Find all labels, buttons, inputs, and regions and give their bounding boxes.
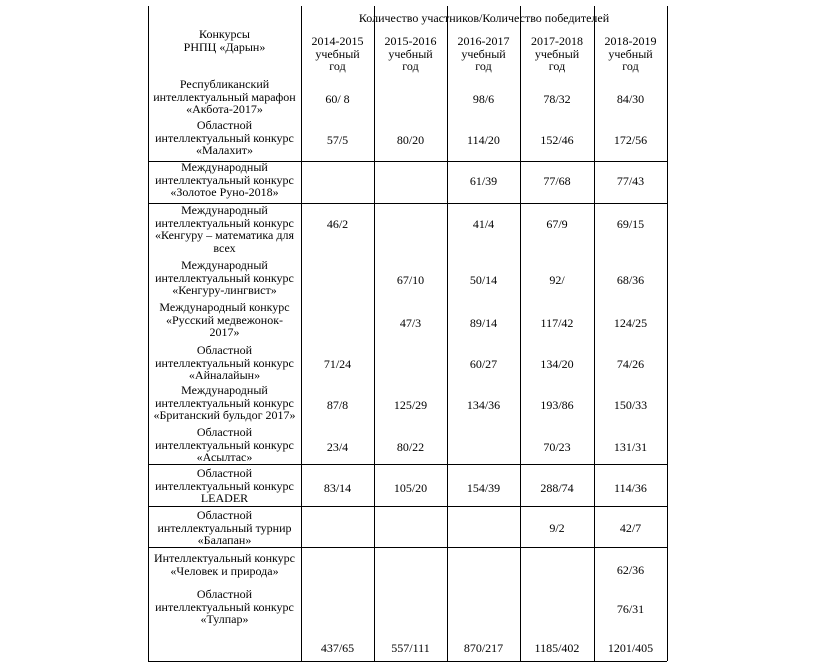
value-cell: 105/20 [393, 481, 428, 495]
contest-name-line: Областной [196, 587, 253, 601]
contest-header-line: Конкурсы [199, 27, 250, 41]
contest-name-line: «Акбота-2017» [186, 102, 263, 116]
contest-name [148, 78, 301, 116]
year-header-line: 2017-2018 [531, 34, 583, 48]
year-header-line: год [548, 59, 566, 73]
contest-name-line: Областной [196, 343, 253, 357]
contest-name [148, 588, 301, 626]
value-cell: 87/8 [326, 398, 349, 412]
contest-name [148, 552, 301, 577]
total-value: 437/65 [320, 641, 355, 655]
contest-name-line: интеллектуальный конкурс [155, 395, 294, 410]
value-cell: 89/14 [469, 315, 498, 330]
contest-name [148, 259, 301, 297]
contest-name-line: Международный [181, 258, 268, 272]
participants-table [148, 6, 667, 661]
contest-name-line: «Русский медвежонок- [165, 312, 284, 327]
year-header [594, 35, 667, 73]
contest-name-line: интеллектуальный конкурс [155, 130, 294, 145]
year-header-line: учебный [315, 46, 360, 61]
value-cell: 98/6 [472, 91, 495, 106]
contest-name-line: интеллектуальный конкурс [155, 599, 294, 614]
value-cell: 152/46 [540, 133, 574, 147]
year-header [301, 35, 374, 73]
contest-name-line: Областной [196, 508, 253, 522]
year-header-line: учебный [388, 46, 433, 61]
value-cell: 61/39 [469, 173, 498, 188]
year-header-line: 2015-2016 [384, 34, 437, 48]
value-cell: 62/36 [616, 563, 645, 577]
contest-name [148, 467, 301, 505]
contest-name [148, 384, 301, 422]
contest-name-line: интеллектуальный конкурс [155, 437, 294, 452]
value-cell: 76/31 [616, 601, 645, 616]
contest-name-line: «Балапан» [197, 533, 252, 547]
participants-winners-header: Количество участников/Количество победителей [358, 11, 610, 25]
value-cell: 77/68 [543, 173, 571, 188]
contest-name-line: интеллектуальный конкурс [155, 355, 294, 370]
row-separator [148, 547, 667, 548]
value-cell: 80/22 [396, 439, 425, 454]
contest-name-line: Республиканский [179, 77, 270, 91]
contest-name-line: «Кенгуру – математика для [155, 228, 294, 242]
year-header-line: учебный [608, 46, 653, 61]
value-cell: 9/2 [549, 521, 565, 535]
contest-name-line: интеллектуальный конкурс [155, 478, 294, 493]
year-header [447, 35, 520, 73]
column-border [374, 6, 375, 661]
contest-name-line: интеллектуальный марафон [153, 89, 296, 104]
contest-name [148, 509, 301, 547]
year-header-line: учебный [461, 46, 506, 61]
contest-name [148, 119, 301, 157]
year-header-line: год [475, 59, 492, 73]
total-value: 1185/402 [534, 641, 580, 655]
year-header-line: год [329, 59, 346, 73]
value-cell: 70/23 [543, 439, 571, 454]
row-separator [148, 506, 667, 507]
contest-name-line: «Золотое Руно-2018» [170, 185, 279, 199]
value-cell: 57/5 [326, 133, 349, 147]
year-header-line: 2016-2017 [457, 34, 510, 48]
value-cell: 80/20 [396, 133, 425, 147]
value-cell: 172/56 [613, 133, 648, 147]
contest-name-line: интеллектуальный конкурс [155, 270, 294, 285]
value-cell: 77/43 [616, 173, 645, 188]
contest-name-line: 2017» [209, 325, 240, 339]
contest-name [148, 426, 301, 464]
contest-name-line: «Британский бульдог 2017» [153, 408, 296, 422]
value-cell: 47/3 [399, 315, 422, 330]
value-cell: 154/39 [466, 481, 501, 495]
table-bottom-border [148, 661, 667, 662]
total-value: 1201/405 [607, 641, 654, 655]
value-cell: 41/4 [472, 217, 495, 231]
contest-name-line: интеллектуальный конкурс [155, 215, 294, 230]
contest-name-line: всех [213, 240, 236, 255]
value-cell: 114/36 [614, 481, 647, 495]
value-cell: 134/36 [466, 398, 501, 412]
total-value: 557/111 [391, 641, 430, 655]
contest-name-line: интеллектуальный турнир [157, 520, 292, 535]
year-header [520, 35, 594, 73]
value-cell: 74/26 [616, 357, 645, 371]
value-cell: 78/32 [543, 91, 571, 106]
value-cell: 67/10 [396, 273, 425, 287]
contest-name-line: Международный [181, 383, 268, 397]
value-cell: 193/86 [540, 398, 574, 412]
contest-name-line: Областной [196, 118, 253, 132]
contest-name-line: «Асылтас» [196, 450, 253, 464]
year-header [374, 35, 447, 73]
value-cell: 83/14 [323, 481, 352, 495]
contest-name [148, 161, 301, 199]
value-cell: 68/36 [616, 273, 645, 287]
value-cell: 134/20 [540, 357, 574, 371]
column-border [667, 6, 668, 661]
contest-name-line: Областной [196, 466, 253, 480]
value-cell: 114/20 [467, 133, 500, 147]
contest-name-line: Областной [196, 425, 253, 439]
value-cell: 42/7 [619, 521, 642, 535]
contest-name-line: «Человек и природа» [170, 563, 279, 578]
contest-name-line: Интеллектуальный конкурс [154, 551, 295, 565]
contest-name-line: «Тулпар» [200, 612, 249, 626]
value-cell: 117/42 [540, 315, 574, 330]
value-cell: 125/29 [393, 398, 428, 412]
contest-name-line: Международный конкурс [159, 300, 290, 314]
year-header-line: 2014-2015 [311, 34, 364, 48]
contest-name-line: Международный [181, 160, 268, 174]
year-header-line: учебный [534, 46, 580, 61]
value-cell: 84/30 [616, 91, 645, 106]
value-cell: 23/4 [326, 439, 349, 454]
value-cell: 67/9 [546, 217, 568, 231]
value-cell: 92/ [549, 273, 565, 287]
value-cell: 288/74 [540, 481, 574, 495]
value-cell: 69/15 [616, 217, 645, 231]
value-cell: 60/27 [469, 357, 498, 371]
contest-name [148, 204, 301, 254]
value-cell: 60/ 8 [325, 91, 350, 106]
contest-name-line: Международный [181, 203, 268, 217]
value-cell: 46/2 [326, 217, 349, 231]
row-separator [148, 464, 667, 465]
contest-header-line: РНПЦ «Дарын» [183, 39, 266, 54]
value-cell: 71/24 [323, 357, 352, 371]
value-cell: 150/33 [613, 398, 648, 412]
contest-name-line: интеллектуальный конкурс [155, 172, 294, 187]
contest-name-line: «Айналайын» [188, 368, 261, 382]
contest-name-line: «Кенгуру-лингвист» [172, 283, 277, 297]
contest-name-line: «Малахит» [195, 143, 254, 157]
contest-name-line: LEADER [200, 491, 249, 505]
contest-name [148, 344, 301, 382]
value-cell: 50/14 [469, 273, 498, 287]
total-value: 870/217 [463, 641, 504, 655]
value-cell: 124/25 [613, 315, 648, 330]
year-header-line: год [402, 59, 419, 73]
contest-header [148, 28, 301, 53]
value-cell: 131/31 [613, 439, 648, 454]
contest-name [148, 301, 301, 339]
year-header-line: год [622, 59, 639, 73]
year-header-line: 2018-2019 [604, 34, 657, 48]
